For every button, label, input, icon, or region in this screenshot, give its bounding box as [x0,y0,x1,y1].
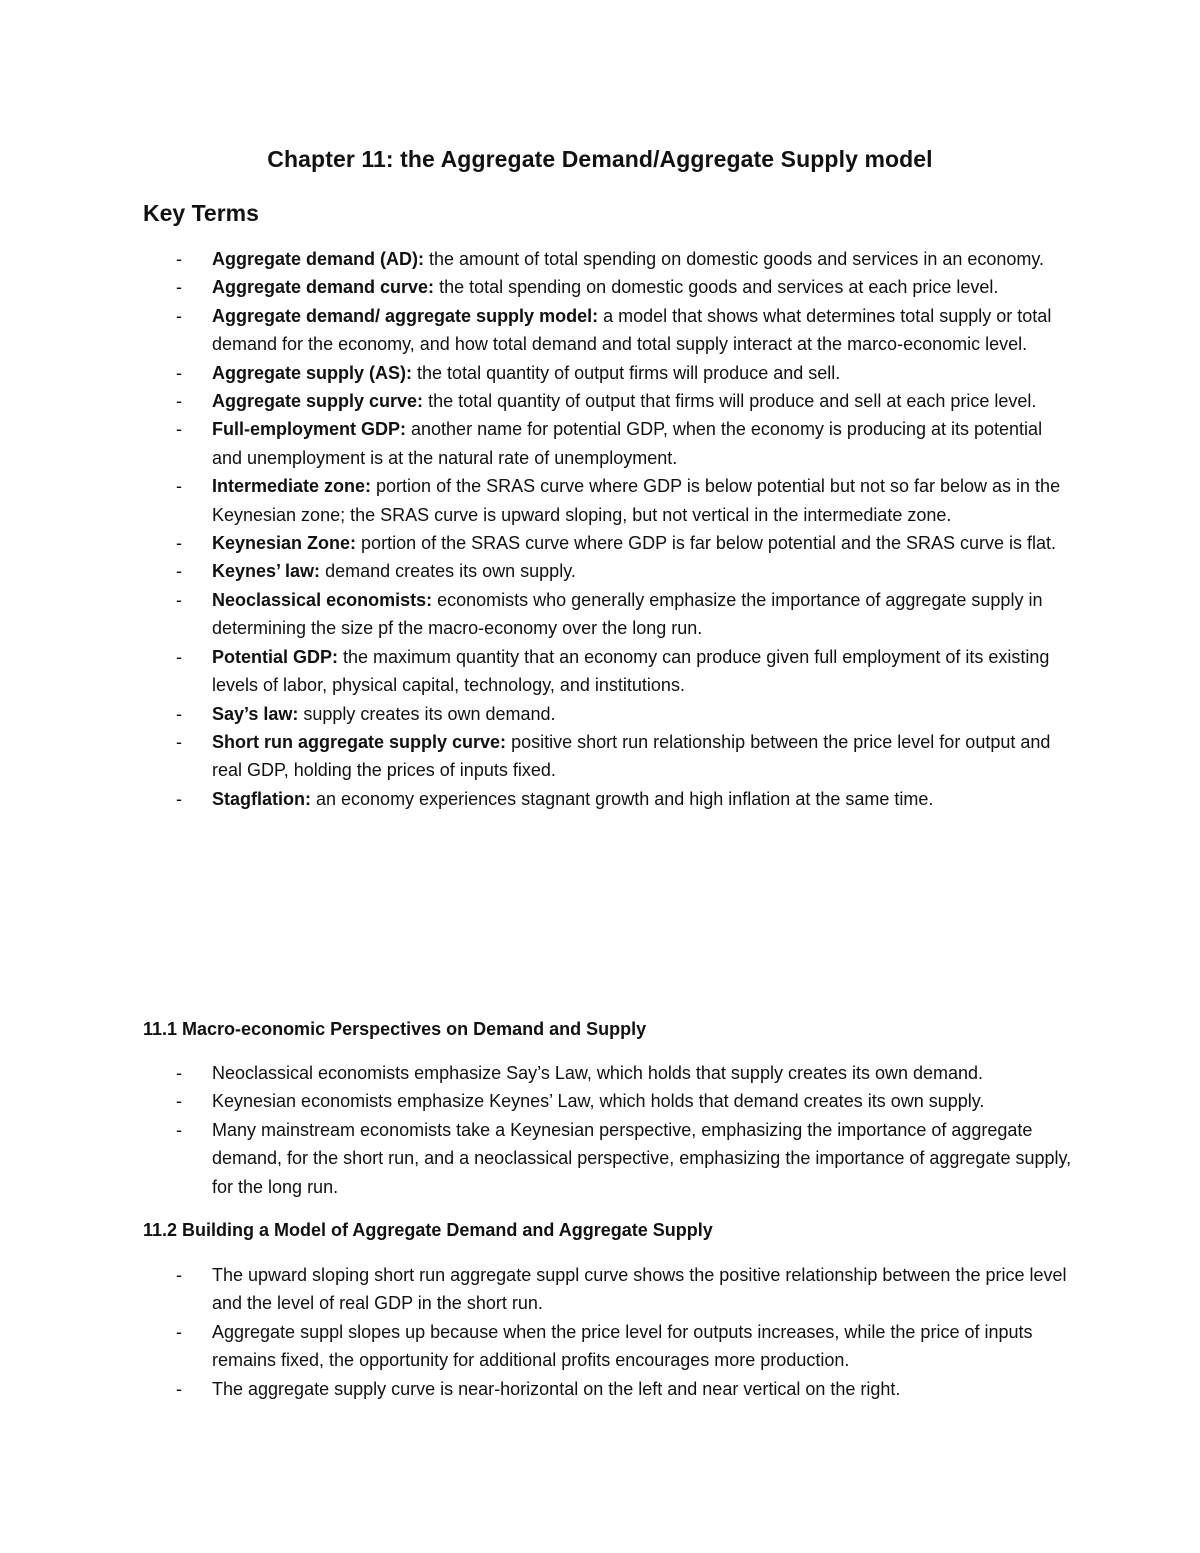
key-term-item [143,415,1073,472]
list-item [143,1318,1073,1375]
term-definition: demand creates its own supply. [320,561,576,582]
term-name: Aggregate demand (AD): [212,249,425,269]
term-definition: the total quantity of output firms will produce and sell. [412,362,841,383]
list-item-text: Keynesian economists emphasize Keynes’ Law, which holds that demand creates its own supply. [212,1091,985,1112]
term-definition: the total spending on domestic goods and services at each price level. [434,277,999,298]
bullet-dash: - [176,249,182,269]
key-term-item [143,359,1073,387]
bullet-dash: - [176,1119,182,1140]
key-term-item [143,643,1073,700]
term-definition: the maximum quantity that an economy can produce given full employment of its existing levels of labor, physical capital, technology, and institutions. [212,646,1050,696]
key-term-item [143,700,1073,728]
term-name: Short run aggregate supply curve: [212,731,507,752]
list-item [143,1059,1073,1087]
bullet-dash: - [176,362,182,383]
bullet-dash: - [176,1265,182,1285]
list-item-text: The aggregate supply curve is near-horizontal on the left and near vertical on the right. [212,1378,901,1399]
section-11-1-list [143,1059,1073,1201]
key-term-item [143,785,1073,813]
bullet-dash: - [176,277,182,298]
key-term-item [143,529,1073,557]
bullet-dash: - [176,1378,182,1399]
key-term-item [143,302,1073,359]
term-definition: the total quantity of output that firms will produce and sell at each price level. [423,391,1037,412]
term-name: Keynesian Zone: [212,533,357,554]
page-title: Chapter 11: the Aggregate Demand/Aggregate Supply model [267,146,933,172]
list-item-text: Many mainstream economists take a Keynesian perspective, emphasizing the importance of aggregate demand, for the short run, and a neoclassical perspective, emphasizing the importance of aggregate supply, for the long run. [212,1119,1072,1197]
key-term-item [143,586,1073,643]
term-name: Intermediate zone: [212,476,372,497]
term-definition: the amount of total spending on domestic goods and services in an economy. [424,249,1045,269]
bullet-dash: - [176,1321,182,1342]
term-definition: portion of the SRAS curve where GDP is below potential but not so far below as in the Keynesian zone; the SRAS curve is upward sloping, but not vertical in the intermediate zone. [212,476,1061,525]
term-name: Say’s law: [212,703,299,724]
key-terms-heading: Key Terms [143,200,259,226]
term-name: Full-employment GDP: [212,419,407,440]
list-item-text: The upward sloping short run aggregate suppl curve shows the positive relationship between the price level and the level of real GDP in the short run. [212,1265,1067,1314]
term-name: Aggregate demand/ aggregate supply model: [212,305,599,326]
list-item [143,1261,1073,1318]
term-definition: supply creates its own demand. [298,703,556,724]
term-definition: economists who generally emphasize the importance of aggregate supply in determining the size pf the macro-economy over the long run. [212,589,1043,639]
bullet-dash: - [176,1091,182,1112]
term-definition: positive short run relationship between the price level for output and real GDP, holding the prices of inputs fixed. [212,731,1051,781]
bullet-dash: - [176,646,182,667]
bullet-dash: - [176,533,182,554]
key-term-item [143,245,1073,273]
term-name: Neoclassical economists: [212,589,433,610]
term-name: Aggregate supply (AS): [212,362,413,383]
bullet-dash: - [176,589,182,610]
term-definition: another name for potential GDP, when the economy is producing at its potential and unemployment is at the natural rate of unemployment. [212,419,1043,468]
bullet-dash: - [176,305,182,326]
list-item-text: Neoclassical economists emphasize Say’s Law, which holds that supply creates its own demand. [212,1063,984,1083]
section-heading-11-1: 11.1 Macro-economic Perspectives on Demand and Supply [143,1019,647,1039]
key-term-item [143,472,1073,529]
key-terms-list [143,245,1073,813]
term-name: Aggregate supply curve: [212,391,424,412]
list-item [143,1116,1073,1201]
key-term-item [143,387,1073,415]
bullet-dash: - [176,1063,182,1083]
bullet-dash: - [176,731,182,752]
term-name: Potential GDP: [212,646,339,667]
key-term-item [143,557,1073,585]
list-item-text: Aggregate suppl slopes up because when the price level for outputs increases, while the price of inputs remains fixed, the opportunity for additional profits encourages more production. [212,1321,1033,1371]
bullet-dash: - [176,391,182,412]
bullet-dash: - [176,419,182,440]
term-name: Keynes’ law: [212,561,321,582]
section-heading-11-2: 11.2 Building a Model of Aggregate Demand and Aggregate Supply [143,1220,713,1240]
section-11-2-list [143,1261,1073,1403]
bullet-dash: - [176,788,182,809]
key-term-item [143,728,1073,785]
key-term-item [143,273,1073,301]
term-definition: an economy experiences stagnant growth and high inflation at the same time. [311,788,934,809]
term-definition: portion of the SRAS curve where GDP is far below potential and the SRAS curve is flat. [356,533,1057,554]
term-name: Aggregate demand curve: [212,277,435,298]
term-name: Stagflation: [212,788,311,809]
bullet-dash: - [176,476,182,497]
bullet-dash: - [176,561,182,582]
list-item [143,1087,1073,1115]
bullet-dash: - [176,703,182,724]
term-definition: a model that shows what determines total supply or total demand for the economy, and how total demand and total supply interact at the marco-economic level. [212,305,1052,355]
list-item [143,1375,1073,1403]
